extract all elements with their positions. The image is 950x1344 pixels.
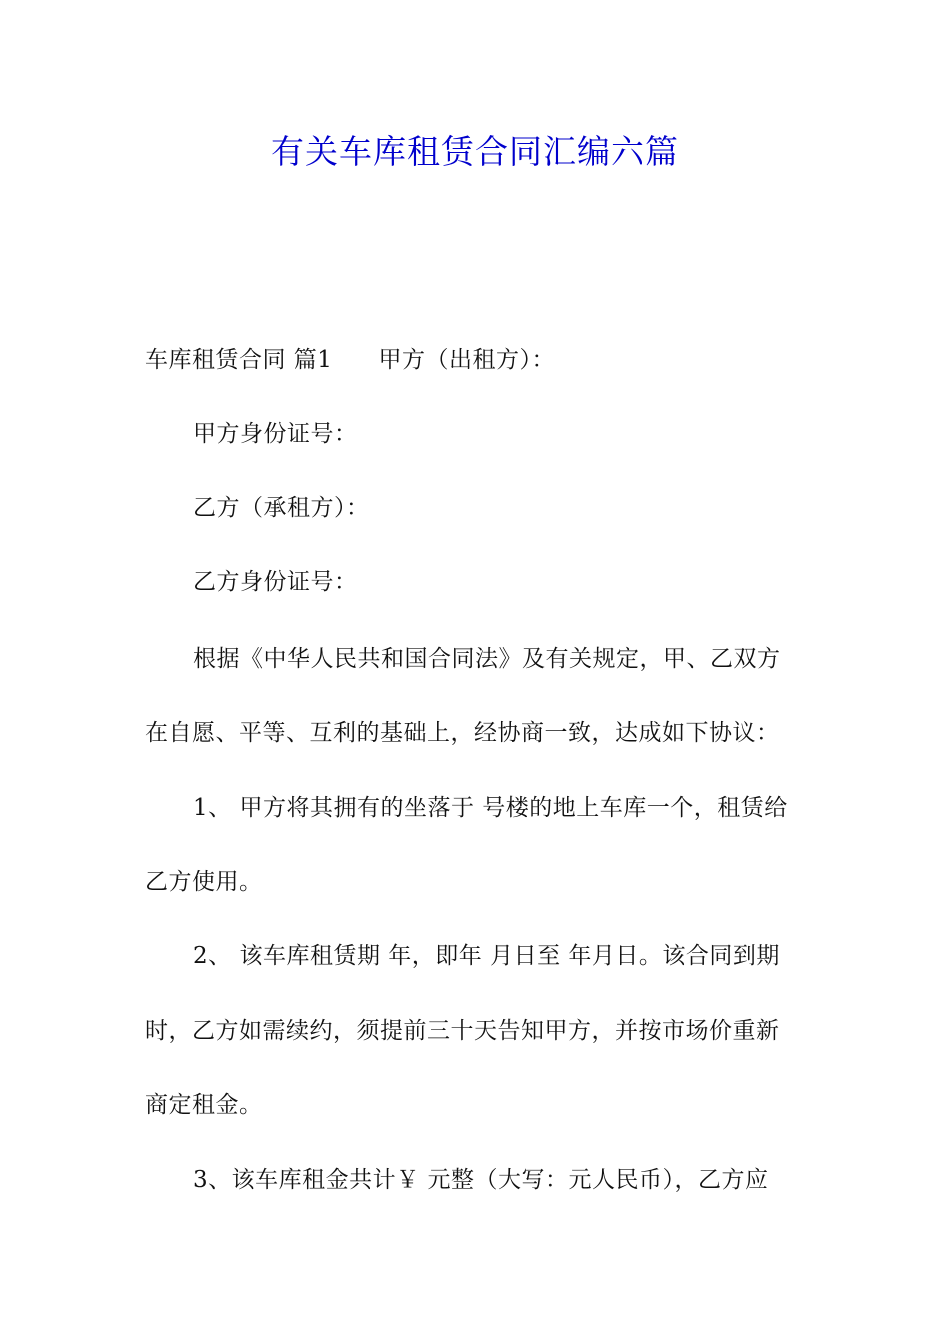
clause-1-line: 1、 甲方将其拥有的坐落于 号楼的地上车库一个，租赁给 xyxy=(193,795,788,821)
document-title: 有关车库租赁合同汇编六篇 xyxy=(271,132,679,171)
section-heading-line xyxy=(145,342,810,378)
party-a-label: 甲方（出租方）： xyxy=(378,347,555,373)
paragraph-line: 根据《中华人民共和国合同法》及有关规定，甲、乙双方 xyxy=(193,646,781,672)
party-a-id-line: 甲方身份证号： xyxy=(193,421,358,447)
party-b-id-line: 乙方身份证号： xyxy=(193,569,358,595)
section-heading: 车库租赁合同 篇1 xyxy=(145,347,333,373)
paragraph-line: 商定租金。 xyxy=(145,1092,263,1118)
clause-2-line: 2、 该车库租赁期 年，即年 月日至 年月日。该合同到期 xyxy=(193,943,780,969)
paragraph-line: 乙方使用。 xyxy=(145,869,263,895)
paragraph-line: 时，乙方如需续约，须提前三十天告知甲方，并按市场价重新 xyxy=(145,1018,780,1044)
party-b-label-line: 乙方（承租方）： xyxy=(193,495,370,521)
paragraph-line: 在自愿、平等、互利的基础上，经协商一致，达成如下协议： xyxy=(145,720,780,746)
clause-3-line: 3、该车库租金共计￥ 元整（大写：元人民币），乙方应 xyxy=(193,1167,769,1193)
